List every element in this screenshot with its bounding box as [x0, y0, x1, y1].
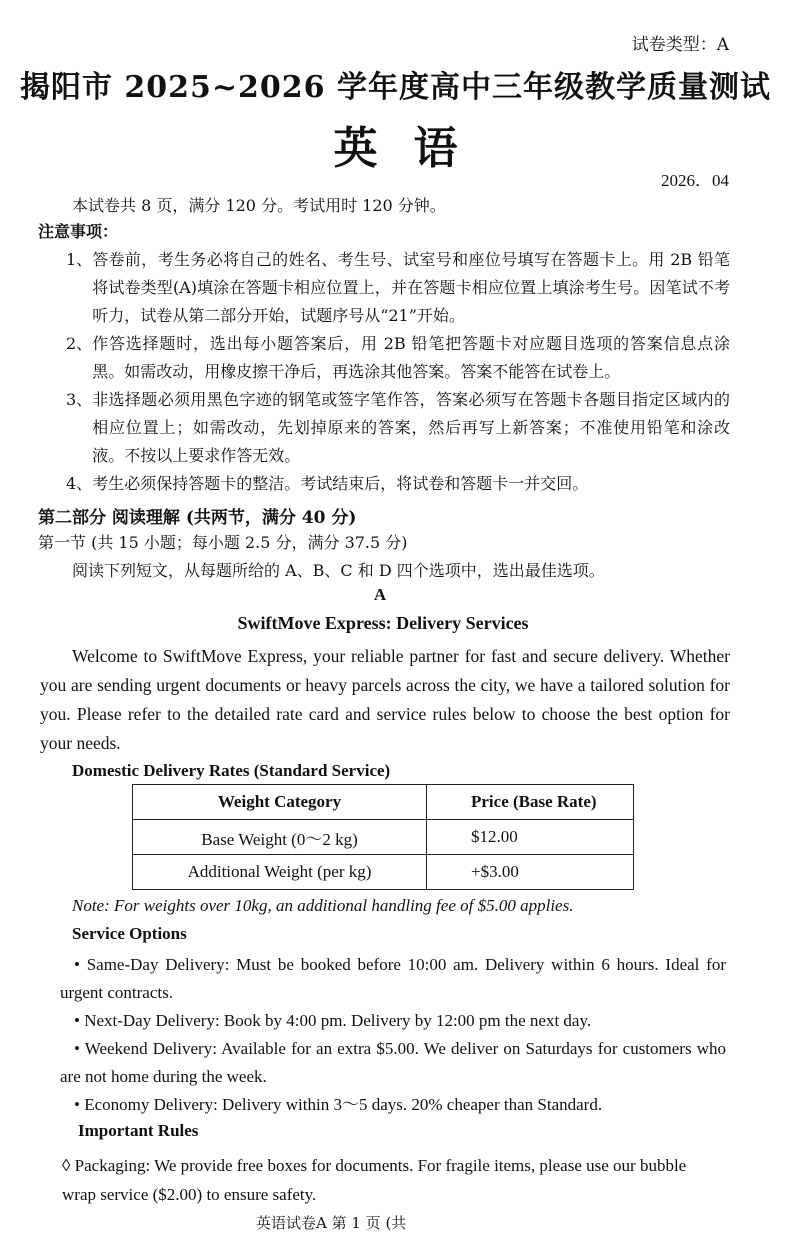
part-heading: 第二部分 阅读理解 (共两节，满分 40 分): [38, 508, 357, 528]
notice-item-text: 考生必须保持答题卡的整洁。考试结束后，将试卷和答题卡一并交回。: [92, 474, 589, 493]
exam-title: 揭阳市 2025~2026 学年度高中三年级教学质量测试: [19, 70, 772, 105]
exam-date: 2026．04: [661, 171, 729, 190]
list-item: • Next-Day Delivery: Book by 4:00 pm. Delivery by 12:00 pm the next day.: [74, 1011, 592, 1030]
list-item: • Same-Day Delivery: Must be booked before 10:00 am. Delivery within 6 hours. Ideal for urgent contracts.: [60, 955, 726, 1002]
rate-table-heading: Domestic Delivery Rates (Standard Service): [72, 761, 391, 780]
table-cell: Base Weight (0～2 kg): [133, 820, 427, 855]
notice-heading: 注意事项：: [38, 222, 119, 241]
column-header: Price (Base Rate): [427, 785, 634, 820]
notice-item: [66, 470, 730, 498]
paper-type-label: 试卷类型：A: [631, 35, 729, 55]
exam-intro: 本试卷共 8 页，满分 120 分。考试用时 120 分钟。: [72, 196, 446, 215]
list-item: • Weekend Delivery: Available for an extra $5.00. We deliver on Saturdays for customers who are not home during the week.: [60, 1039, 726, 1086]
weight-note: Note: For weights over 10kg, an additional handling fee of $5.00 applies.: [72, 896, 574, 915]
table-header-row: [133, 785, 634, 820]
service-options-heading: Service Options: [72, 924, 187, 943]
subject-title: 英语: [333, 123, 494, 174]
table-cell: +$3.00: [427, 855, 634, 890]
rate-table: [132, 784, 634, 890]
notice-item: [66, 246, 730, 330]
rule-item: ◊ Packaging: We provide free boxes for documents. For fragile items, please use our bubble wrap service ($2.00) to ensure safety.: [62, 1156, 687, 1204]
page-footer: 英语试卷A 第 1 页 (共: [256, 1214, 407, 1232]
notice-item-text: 答卷前，考生务必将自己的姓名、考生号、试室号和座位号填写在答题卡上。用 2B 铅笔将试卷类型(A)填涂在答题卡相应位置上，并在答题卡相应位置上填涂考生号。因笔试不考听力，试卷从第二部分开始，试题序号从“21”开始。: [92, 250, 730, 325]
service-options-list: [60, 951, 726, 1119]
section-heading: 第一节 (共 15 小题；每小题 2.5 分，满分 37.5 分): [38, 533, 408, 552]
section-instruction: 阅读下列短文，从每题所给的 A、B、C 和 D 四个选项中，选出最佳选项。: [72, 561, 605, 580]
notice-item-number: 3、: [66, 390, 93, 409]
table-row: [133, 820, 634, 855]
notice-list: [66, 246, 730, 498]
notice-item-text: 非选择题必须用黑色字迹的钢笔或签字笔作答，答案必须写在答题卡各题目指定区域内的相应位置上；如需改动，先划掉原来的答案，然后再写上新答案；不准使用铅笔和涂改液。不按以上要求作答无效。: [92, 390, 730, 465]
passage-label: A: [373, 585, 387, 604]
rules-heading: Important Rules: [78, 1121, 199, 1140]
notice-item-number: 4、: [66, 474, 93, 493]
passage-intro-paragraph: Welcome to SwiftMove Express, your reliable partner for fast and secure delivery. Whether you are sending urgent documents or heavy parcels across the city, we have a tailored solution for you. Please refer to the detailed rate card and service rules below to choose the best option for your needs.: [40, 646, 730, 753]
notice-item-text: 作答选择题时，选出每小题答案后，用 2B 铅笔把答题卡对应题目选项的答案信息点涂黑。如需改动，用橡皮擦干净后，再选涂其他答案。答案不能答在试卷上。: [92, 334, 730, 381]
notice-item: [66, 386, 730, 470]
list-item: • Economy Delivery: Delivery within 3～5 days. 20% cheaper than Standard.: [74, 1095, 603, 1114]
notice-item-number: 2、: [66, 334, 93, 353]
table-row: [133, 855, 634, 890]
column-header: Weight Category: [133, 785, 427, 820]
notice-item-number: 1、: [66, 250, 93, 269]
table-cell: Additional Weight (per kg): [133, 855, 427, 890]
passage-title: SwiftMove Express: Delivery Services: [237, 613, 529, 633]
notice-item: [66, 330, 730, 386]
table-cell: $12.00: [427, 820, 634, 855]
